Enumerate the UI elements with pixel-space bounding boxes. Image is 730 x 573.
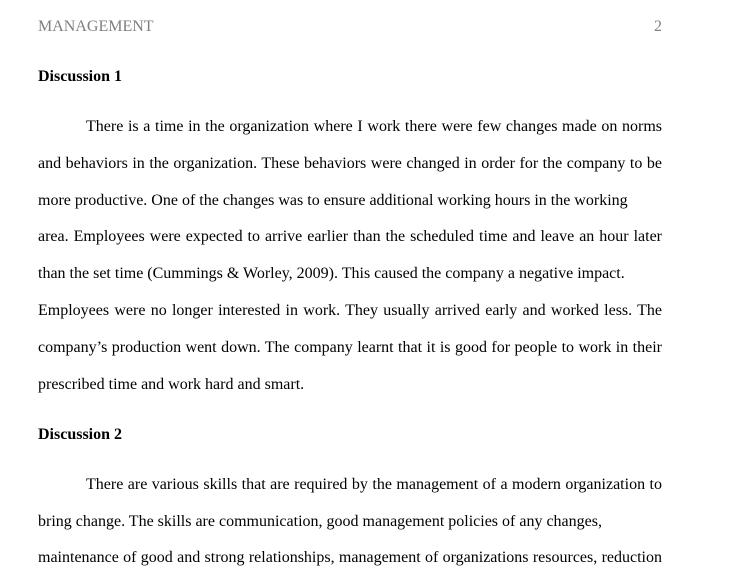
paragraph-line: Employees were no longer interested in work. They usually arrived early and worked less. The — [38, 302, 662, 319]
paragraph-line: prescribed time and work hard and smart. — [38, 376, 305, 393]
section-heading-discussion-1: Discussion 1 — [38, 68, 123, 85]
paragraph-line: area. Employees were expected to arrive earlier than the scheduled time and leave an hour later — [38, 228, 662, 245]
paragraph-line: and behaviors in the organization. These behaviors were changed in order for the company to be — [38, 155, 662, 172]
paragraph-line: company’s production went down. The company learnt that it is good for people to work in their — [38, 339, 662, 356]
section-heading-discussion-2: Discussion 2 — [38, 426, 123, 443]
running-head-title: MANAGEMENT — [38, 18, 154, 35]
paragraph-line: than the set time (Cummings & Worley, 2009). This caused the company a negative impact. — [38, 265, 625, 282]
page-number: 2 — [654, 18, 662, 35]
paragraph-line: bring change. The skills are communication, good management policies of any changes, — [38, 513, 602, 530]
paragraph-line: There is a time in the organization where I work there were few changes made on norms — [86, 118, 662, 135]
paragraph-line: maintenance of good and strong relationships, management of organizations resources, reduction — [38, 549, 662, 566]
running-header — [38, 18, 662, 38]
paragraph-line: more productive. One of the changes was to ensure additional working hours in the working — [38, 192, 628, 209]
paragraph-line: There are various skills that are required by the management of a modern organization to — [86, 476, 662, 493]
